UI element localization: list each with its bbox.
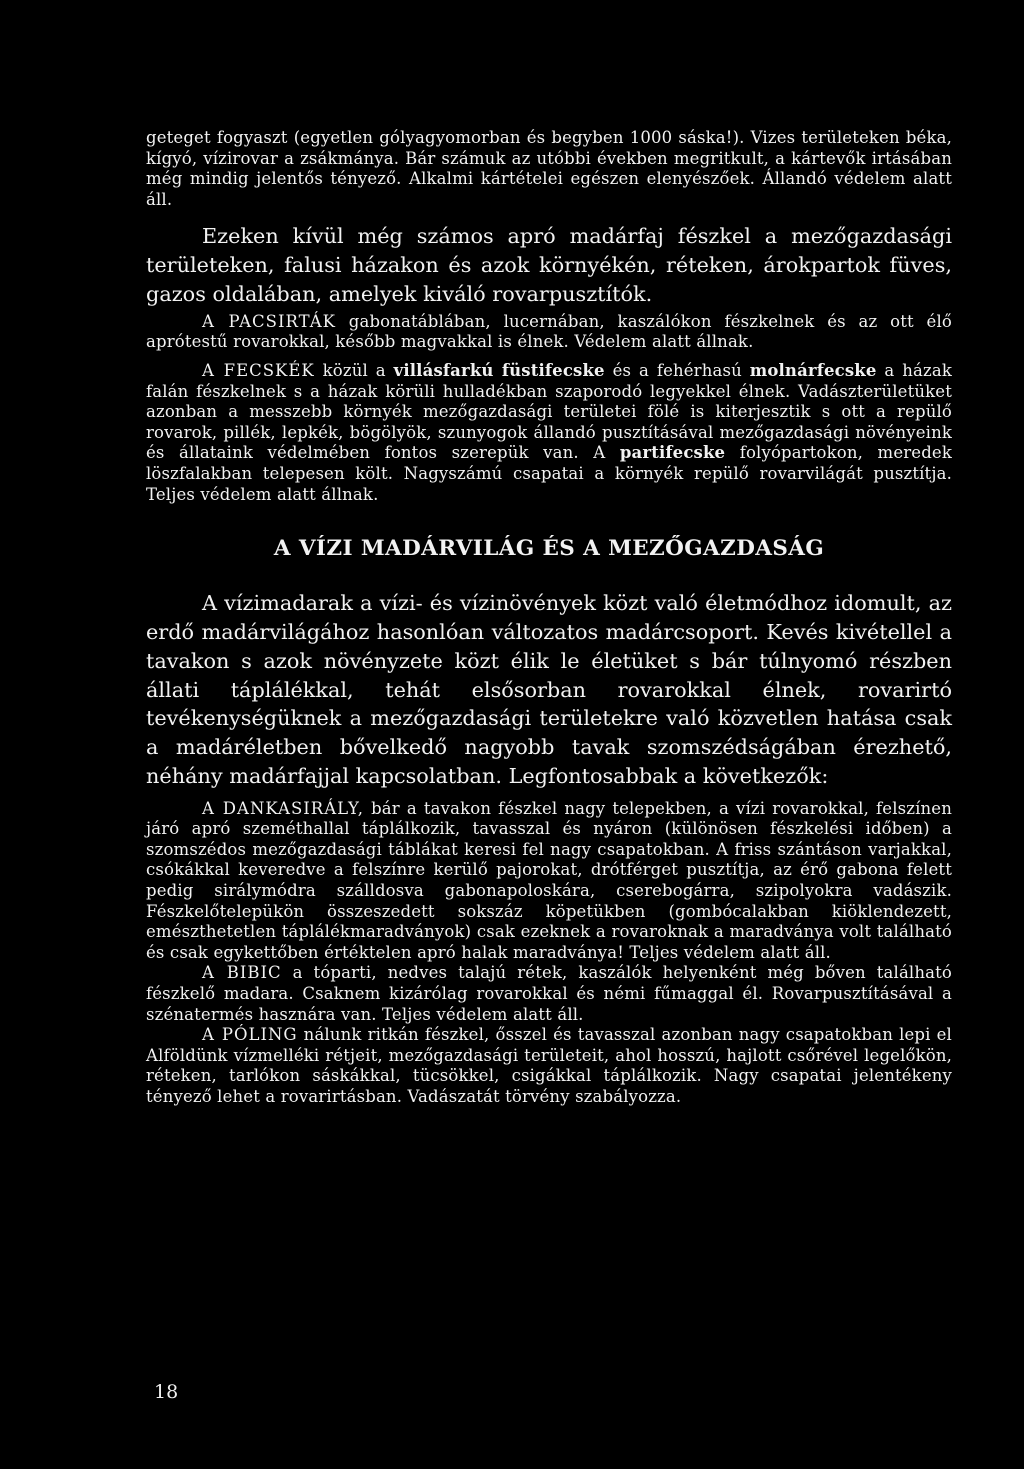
paragraph-larks <box>146 312 952 353</box>
section-heading: A VÍZI MADÁRVILÁG ÉS A MEZŐGAZDASÁG <box>273 536 825 562</box>
species-name-swallows: A FECSKÉK <box>202 360 315 380</box>
paragraph-curlew <box>146 1025 952 1107</box>
text-column <box>146 128 952 1108</box>
paragraph-black-headed-gull <box>146 799 952 964</box>
species-name-larks: A PACSIRTÁK <box>202 311 336 331</box>
species-name-gull: A DANKASIRÁLY, <box>202 798 365 818</box>
larks-text: gabonatáblában, lucernában, kaszálókon fészkelnek és az ott élő aprótestű rovarokkal, később magvakkal is élnek. Védelem alatt állnak. <box>146 311 952 352</box>
paragraph-stork-end: geteget fogyaszt (egyetlen gólyagyomorban és begyben 1000 sáska!). Vizes területeken béka, kígyó, vízirovar a zsákmánya. Bár számuk az utóbbi években megritkult, a kártevők irtásában még mindig jelentős tényező. Alkalmi kártételei egészen elenyészőek. Állandó védelem alatt áll. <box>146 128 952 209</box>
page-number: 18 <box>154 1381 179 1403</box>
paragraph-small-birds: Ezeken kívül még számos apró madárfaj fészkel a mezőgazdasági területeken, falusi házakon és azok környékén, réteken, árokpartok füves, gazos oldalában, amelyek kiváló rovarpusztítók. <box>146 224 952 306</box>
curlew-text: nálunk ritkán fészkel, ősszel és tavasszal azonban nagy csapatokban lepi el Alföldünk vízmelléki rétjeit, mezőgazdasági területeit, ahol hosszú, hajlott csőrével legelőkön, réteken, tarlókon sáskákkal, tücsökkel, csigákkal táplálkozik. Nagy csapatai jelentékeny tényező lehet a rovarirtásban. Vadászatát törvény szabályozza. <box>146 1025 952 1106</box>
paragraph-lapwing <box>146 963 952 1025</box>
lapwing-text: a tóparti, nedves talajú rétek, kaszálók helyenként még bőven található fészkelő madara. Csaknem kizárólag rovarokkal és némi fűmaggal él. Rovarpusztításával a szénatermés hasznára van. Teljes védelem alatt áll. <box>146 963 952 1024</box>
species-barn-swallow: villásfarkú füstifecske <box>393 360 605 380</box>
species-name-lapwing: A BIBIC <box>202 963 282 983</box>
swallows-text-3: a házak falán fészkelnek s a házak körüli hulladékban szaporodó legyekkel élnek. Vadászterületüket azonban a messzebb környék mezőgazdasági területei fölé is kiterjesztik s ott a repülő rovarok, pillék, lepkék, bögölyök, szunyogok állandó pusztításával mezőgazdasági növényeink és állataink védelmében fontos szerepük van. A <box>146 360 952 463</box>
paragraph-waterbirds-intro: A vízimadarak a vízi- és vízinövények közt való életmódhoz idomult, az erdő madárvilágához hasonlóan változatos madárcsoport. Kevés kivétellel a tavakon s azok növényzete közt élik le életüket s bár túlnyomó részben állati táplálékkal, tehát elsősorban rovarokkal élnek, rovarirtó tevékenységüknek a mezőgazdasági területekre való közvetlen hatása csak a madáréletben bővelkedő nagyobb tavak szomszédságában érezhető, néhány madárfajjal kapcsolatban. Legfontosabbak a következők: <box>146 591 952 788</box>
swallows-text-1: közül a <box>314 360 394 380</box>
swallows-text-4: folyópartokon, meredek löszfalakban telepesen költ. Nagyszámú csapatai a környék repülő rovarvilágát pusztítja. Teljes védelem alatt állnak. <box>146 443 952 504</box>
paragraph-swallows <box>146 361 952 505</box>
species-name-curlew: A PÓLING <box>202 1025 298 1045</box>
species-house-martin: molnárfecske <box>749 360 877 380</box>
species-sand-martin: partifecske <box>619 443 726 463</box>
gull-text: bár a tavakon fészkel nagy telepekben, a vízi rovarokkal, felszínen járó apró szeméthallal táplálkozik, tavasszal és nyáron (különösen fészkelési időben) a szomszédos mezőgazdasági táblákat keresi fel nagy csapatokban. A friss szántáson varjakkal, csókákkal keveredve a felszínre kerülő pajorokat, drótférget pusztítja, az érő gabona felett pedig sirálymódra szálldosva gabonapoloskára, cserebogárra, szipolyokra vadászik. Fészkelőtelepükön összeszedett sokszáz köpetükben (gombócalakban kiöklendezett, emészthetetlen táplálékmaradványok) csak ezeknek a rovaroknak a maradványa volt található és csak egykettőben értéktelen apró halak maradványa! Teljes védelem alatt áll. <box>146 798 953 962</box>
swallows-text-2: és a fehérhasú <box>604 360 750 380</box>
